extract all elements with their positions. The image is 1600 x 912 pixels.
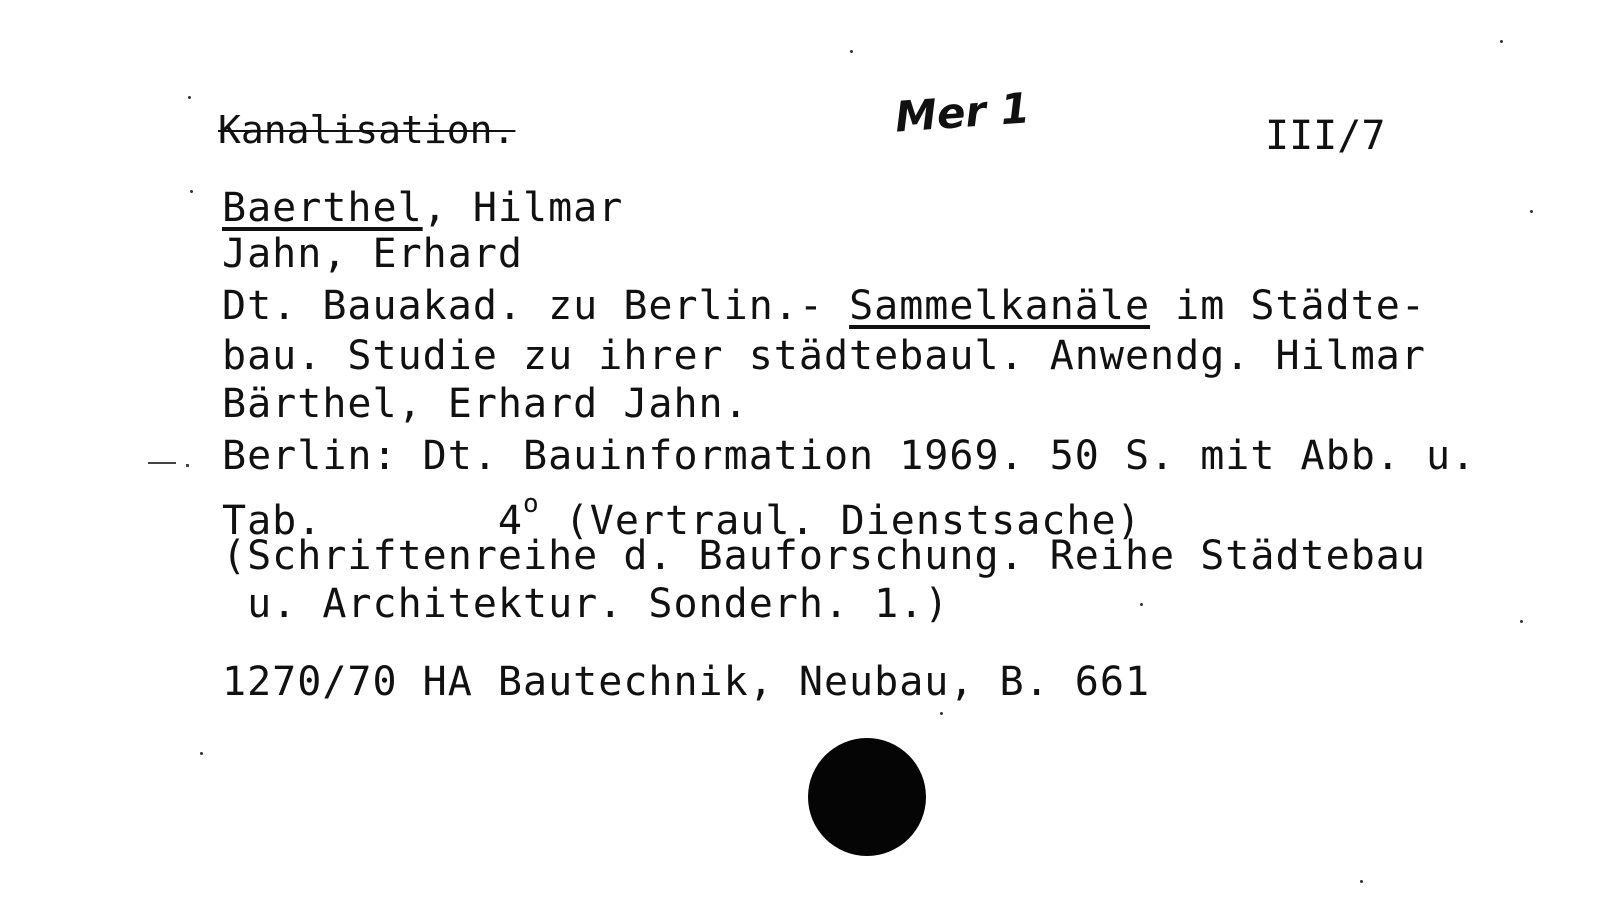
margin-mark (148, 462, 176, 464)
card-number: III/7 (1265, 113, 1386, 159)
title-line-3: Bärthel, Erhard Jahn. (222, 381, 749, 427)
series-line-2: u. Architektur. Sonderh. 1.) (222, 581, 950, 627)
imprint-line: Berlin: Dt. Bauinformation 1969. 50 S. mit Abb. u. (222, 433, 1477, 479)
speck (1140, 603, 1143, 606)
title-corporate-body: Dt. Bauakad. zu Berlin.- (222, 283, 850, 329)
title-keyword: Sammelkanäle (849, 283, 1151, 329)
author-secondary: Jahn, Erhard (222, 231, 523, 277)
author-primary-forename: , Hilmar (422, 185, 624, 231)
restriction-note: (Vertraul. Dienstsache) (539, 498, 1142, 544)
speck (1500, 40, 1503, 43)
punch-hole (808, 738, 926, 856)
margin-dot (186, 464, 189, 467)
title-continuation: im Städte- (1150, 283, 1426, 329)
title-line-2: bau. Studie zu ihrer städtebaul. Anwendg. Hilmar (222, 333, 1426, 379)
accession-line: 1270/70 HA Bautechnik, Neubau, B. 661 (222, 659, 1151, 705)
speck (850, 50, 853, 53)
speck (1520, 620, 1523, 623)
format-degree: o (522, 489, 540, 519)
speck (188, 96, 191, 99)
speck (940, 712, 943, 715)
struck-subject-heading: Kanalisation. (218, 108, 516, 152)
speck (190, 190, 193, 193)
speck (1360, 880, 1363, 883)
speck (200, 752, 203, 755)
format-size: Tab. 4 (222, 498, 523, 544)
author-primary-surname: Baerthel (222, 185, 423, 231)
handwritten-shelf-mark: Mer 1 (893, 83, 1032, 142)
series-line-1: (Schriftenreihe d. Bauforschung. Reihe Städtebau (222, 533, 1426, 579)
speck (1530, 210, 1533, 213)
title-line-1 (222, 282, 1426, 330)
author-primary (222, 184, 623, 232)
